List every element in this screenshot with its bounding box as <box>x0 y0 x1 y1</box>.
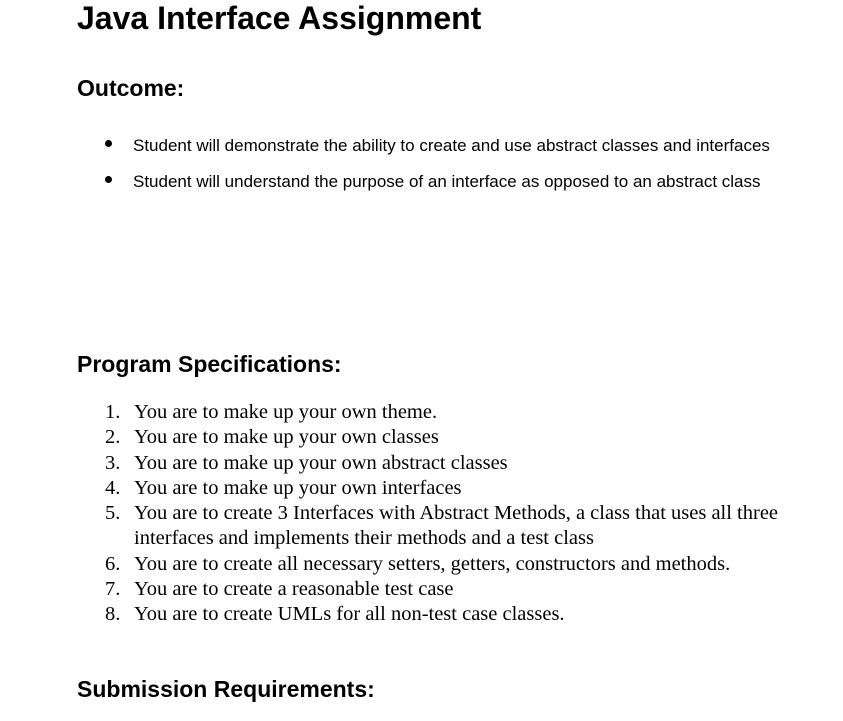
list-item <box>0 501 834 552</box>
item-number: 4. <box>105 476 121 499</box>
list-item <box>0 476 834 501</box>
list-item <box>0 128 813 164</box>
list-item <box>0 425 834 450</box>
bullet-icon <box>105 140 112 147</box>
specifications-heading: Program Specifications: <box>77 351 342 377</box>
list-item <box>0 552 834 577</box>
item-number: 6. <box>105 552 121 575</box>
item-text: You are to make up your own abstract classes <box>134 451 508 474</box>
outcome-bullet-list <box>0 128 843 199</box>
item-text: You are to make up your own interfaces <box>134 476 462 499</box>
item-text: You are to create a reasonable test case <box>134 578 454 601</box>
bullet-text: Student will understand the purpose of an interface as opposed to an abstract class <box>133 171 761 191</box>
specifications-list <box>0 400 843 628</box>
list-item <box>0 164 813 200</box>
item-number: 2. <box>105 426 121 449</box>
item-number: 1. <box>105 401 121 423</box>
bullet-text: Student will demonstrate the ability to create and use abstract classes and interfaces <box>133 136 770 155</box>
item-text: You are to create 3 Interfaces with Abstract Methods, a class that uses all three interfaces and implements their methods and a test class <box>134 502 779 550</box>
item-text: You are to make up your own theme. <box>134 401 438 423</box>
item-number: 5. <box>105 502 121 525</box>
list-item <box>0 451 834 476</box>
bullet-icon <box>105 176 112 183</box>
item-text: You are to create all necessary setters, getters, constructors and methods. <box>134 552 731 575</box>
item-number: 8. <box>105 603 121 626</box>
item-text: You are to make up your own classes <box>134 426 439 449</box>
list-item <box>0 602 834 627</box>
outcome-heading: Outcome: <box>77 75 185 101</box>
submission-heading: Submission Requirements: <box>77 676 375 702</box>
item-number: 7. <box>105 578 121 601</box>
item-number: 3. <box>105 451 121 474</box>
list-item <box>0 577 834 602</box>
item-text: You are to create UMLs for all non-test case classes. <box>134 603 565 626</box>
list-item <box>0 400 834 425</box>
document-title: Java Interface Assignment <box>77 0 482 36</box>
